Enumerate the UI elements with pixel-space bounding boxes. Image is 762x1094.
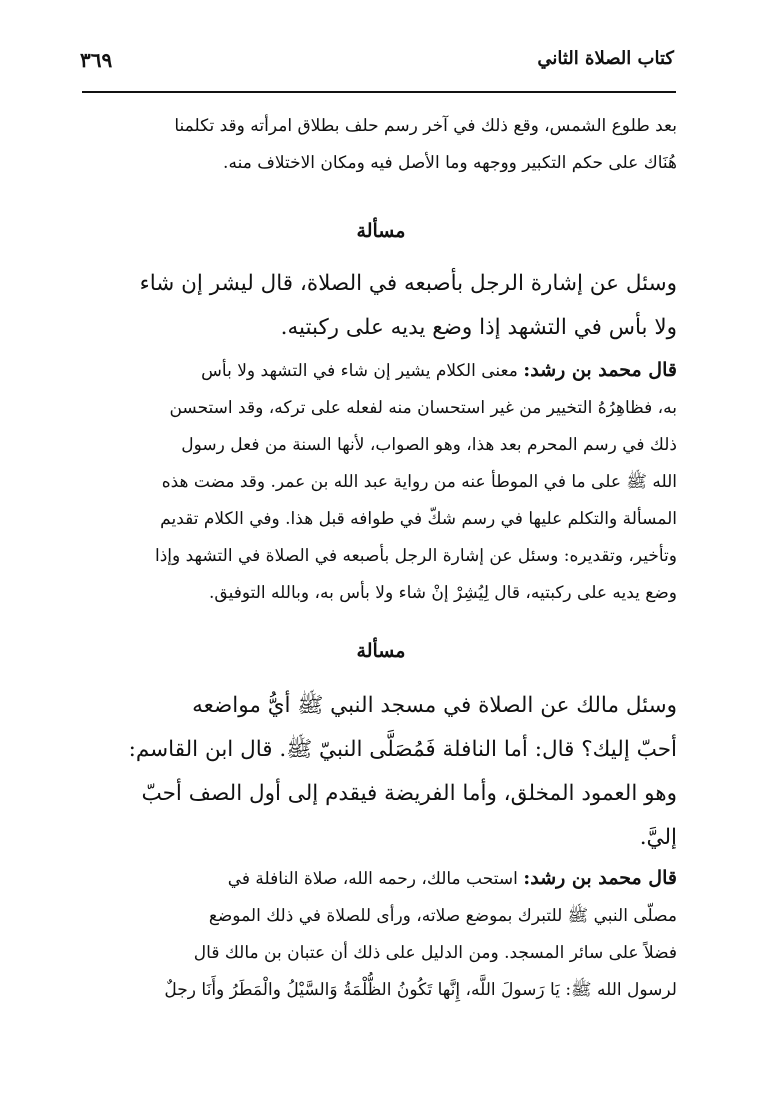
intro-paragraph	[87, 108, 677, 182]
section2-heading: مسألة	[356, 640, 406, 662]
header-rule	[82, 91, 676, 93]
commentary-line	[87, 860, 677, 898]
commentary-line: المسألة والتكلم عليها في رسم شكّ في طوافه قبل هذا. وفي الكلام تقديم	[160, 509, 677, 529]
question-line: ولا بأس في التشهد إذا وضع يديه على ركبتيه.	[280, 315, 677, 340]
commentary-line: مصلّى النبي ﷺ للتبرك بموضع صلاته، ورأى للصلاة في ذلك الموضع	[208, 906, 677, 926]
section1-commentary	[87, 352, 677, 612]
commentary-line: وضع يديه على ركبتيه، قال لِيُشِرْ إنْ شاء ولا بأس به، وبالله التوفيق.	[208, 583, 677, 603]
section1-question	[87, 262, 677, 350]
question-line: وهو العمود المخلق، وأما الفريضة فيقدم إلى أول الصف أحبّ	[141, 781, 677, 806]
question-line: وسئل مالك عن الصلاة في مسجد النبي ﷺ أيُّ مواضعه	[192, 693, 677, 718]
running-header	[80, 44, 674, 84]
intro-line: هُنَاك على حكم التكبير ووجهه وما الأصل فيه ومكان الاختلاف منه.	[223, 153, 677, 173]
commentary-line: فضلاً على سائر المسجد. ومن الدليل على ذلك أن عتبان بن مالك قال	[193, 943, 677, 963]
commentary-line	[87, 352, 677, 390]
commentary-line: الله ﷺ على ما في الموطأ عنه من رواية عبد الله بن عمر. وقد مضت هذه	[161, 472, 677, 492]
commentary-line: ذلك في رسم المحرم بعد هذا، وهو الصواب، لأنها السنة من فعل رسول	[181, 435, 677, 455]
page-number: ٣٦٩	[80, 48, 113, 72]
commentary-line: به، فظاهِرُهُ التخيير من غير استحسان منه لفعله على تركه، وقد استحسن	[169, 398, 677, 418]
intro-line: بعد طلوع الشمس، وقع ذلك في آخر رسم حلف بطلاق امرأته وقد تكلمنا	[174, 116, 677, 136]
commentary-text: معنى الكلام يشير إن شاء في التشهد ولا بأس	[201, 361, 518, 381]
commentary-line: لرسول الله ﷺ: يَا رَسولَ اللَّه، إِنَّها تَكُونُ الظُّلْمَةُ وَالسَّيْلُ والْمَطَرُ وأَنَا رجلٌ	[164, 980, 677, 1000]
section2-question	[87, 684, 677, 860]
question-line: وسئل عن إشارة الرجل بأصبعه في الصلاة، قال ليشر إن شاء	[139, 271, 677, 296]
question-line: أحبّ إليك؟ قال: أما النافلة فَمُصَلَّى النبيّ ﷺ. قال ابن القاسم:	[128, 737, 677, 762]
section2-commentary	[87, 860, 677, 1009]
question-line: إليَّ.	[639, 825, 677, 850]
commentary-text: استحب مالك، رحمه الله، صلاة النافلة في	[227, 869, 518, 889]
commentary-speaker: قال محمد بن رشد:	[523, 867, 677, 889]
chapter-title: كتاب الصلاة الثاني	[537, 48, 674, 69]
section1-heading: مسألة	[356, 220, 406, 242]
commentary-line: وتأخير، وتقديره: وسئل عن إشارة الرجل بأصبعه في الصلاة في التشهد وإذا	[154, 546, 677, 566]
commentary-speaker: قال محمد بن رشد:	[523, 359, 677, 381]
